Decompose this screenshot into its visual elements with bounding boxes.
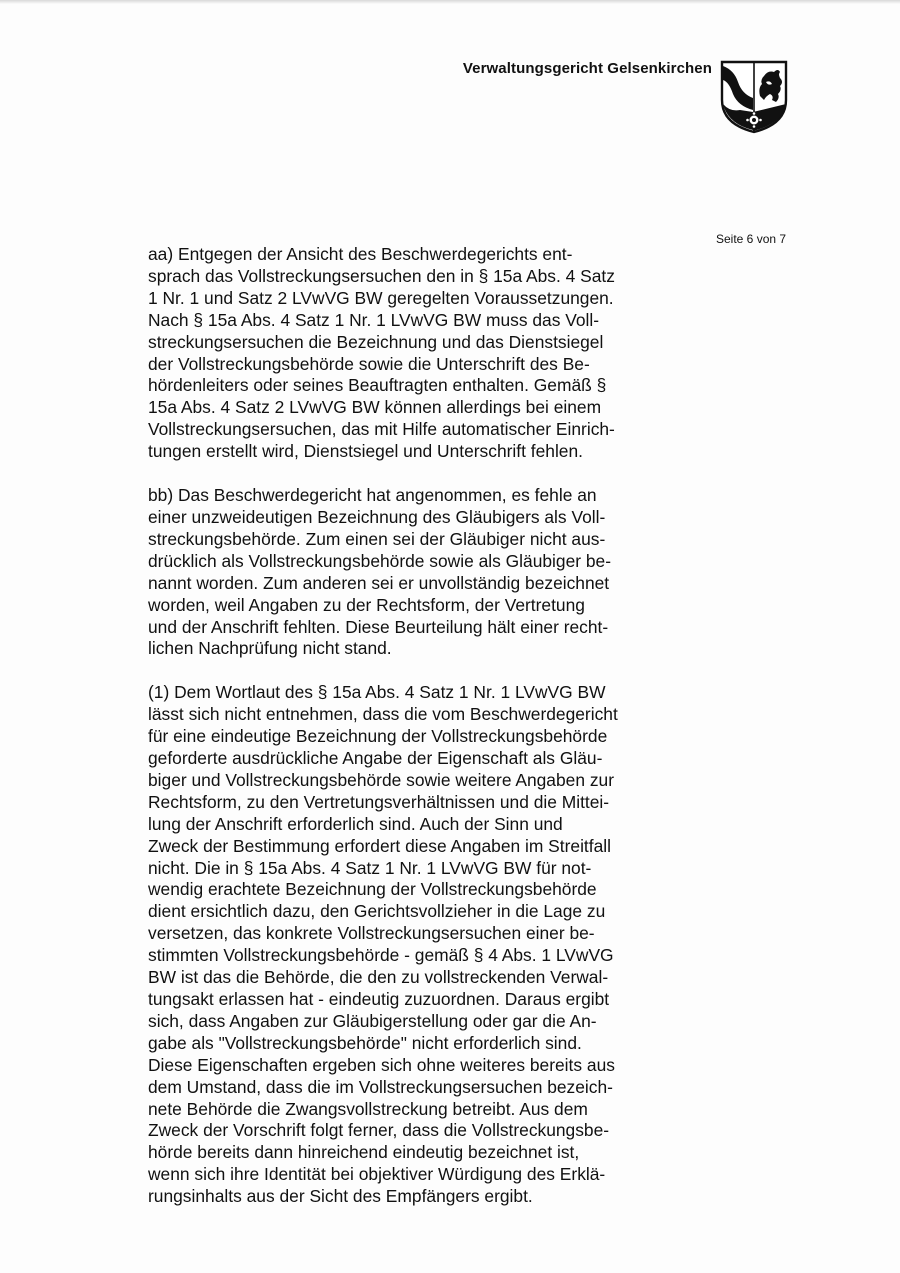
text-line: BW ist das die Behörde, die den zu vollstreckenden Verwal- — [148, 967, 609, 988]
text-line: biger und Vollstreckungsbehörde sowie weitere Angaben zur — [148, 769, 614, 790]
text-line: stimmten Vollstreckungsbehörde - gemäß § 4 Abs. 1 LVwVG — [148, 945, 614, 966]
scan-edge — [0, 0, 900, 4]
page-number: Seite 6 von 7 — [716, 232, 787, 246]
text-line: dient ersichtlich dazu, den Gerichtsvollzieher in die Lage zu — [148, 901, 606, 922]
text-line: sprach das Vollstreckungsersuchen den in § 15a Abs. 4 Satz — [148, 265, 615, 286]
text-line: nicht. Die in § 15a Abs. 4 Satz 1 Nr. 1 LVwVG BW für not- — [148, 857, 592, 878]
text-line: wendig erachtete Bezeichnung der Vollstreckungsbehörde — [148, 879, 597, 900]
text-line: versetzen, das konkrete Vollstreckungsersuchen einer be- — [148, 923, 595, 944]
text-line: Vollstreckungsersuchen, das mit Hilfe automatischer Einrich- — [148, 419, 615, 440]
text-line: drücklich als Vollstreckungsbehörde sowie als Gläubiger be- — [148, 550, 612, 571]
text-line: rungsinhalts aus der Sicht des Empfängers ergibt. — [148, 1186, 533, 1207]
text-line: hörde bereits dann hinreichend eindeutig bezeichnet ist, — [148, 1142, 580, 1163]
text-line: worden, weil Angaben zu der Rechtsform, der Vertretung — [148, 594, 585, 615]
text-line: tungsakt erlassen hat - eindeutig zuzuordnen. Daraus ergibt — [148, 989, 610, 1009]
text-line: Diese Eigenschaften ergeben sich ohne weiteres bereits aus — [148, 1054, 615, 1075]
text-line: nete Behörde die Zwangsvollstreckung betreibt. Aus dem — [148, 1098, 588, 1119]
text-line: dem Umstand, dass die im Vollstreckungsersuchen bezeich- — [148, 1076, 613, 1097]
text-line: 15a Abs. 4 Satz 2 LVwVG BW können allerdings bei einem — [148, 397, 602, 418]
text-line: hördenleiters oder seines Beauftragten enthalten. Gemäß § — [148, 375, 607, 396]
text-line: lung der Anschrift erforderlich sind. Auch der Sinn und — [148, 813, 563, 834]
document-body — [148, 244, 648, 1230]
text-line: Zweck der Vorschrift folgt ferner, dass die Vollstreckungsbe- — [148, 1120, 610, 1141]
text-line: sich, dass Angaben zur Gläubigerstellung oder gar die An- — [148, 1010, 597, 1031]
text-line: bb) Das Beschwerdegericht hat angenommen, es fehle an — [148, 485, 597, 506]
text-line: für eine eindeutige Bezeichnung der Vollstreckungsbehörde — [148, 726, 608, 747]
paragraph-bb — [148, 485, 648, 660]
text-line: und der Anschrift fehlten. Diese Beurteilung hält einer recht- — [148, 616, 609, 637]
nrw-coat-of-arms-icon — [720, 60, 788, 134]
paragraph-1 — [148, 682, 648, 1208]
text-line: (1) Dem Wortlaut des § 15a Abs. 4 Satz 1 Nr. 1 LVwVG BW — [148, 682, 606, 703]
text-line: streckungsbehörde. Zum einen sei der Gläubiger nicht aus- — [148, 528, 606, 549]
text-line: der Vollstreckungsbehörde sowie die Unterschrift des Be- — [148, 353, 590, 374]
text-line: einer unzweideutigen Bezeichnung des Gläubigers als Voll- — [148, 506, 606, 527]
text-line: wenn sich ihre Identität bei objektiver Würdigung des Erklä- — [148, 1164, 606, 1185]
text-line: Rechtsform, zu den Vertretungsverhältnissen und die Mittei- — [148, 791, 610, 812]
text-line: lichen Nachprüfung nicht stand. — [148, 638, 392, 659]
text-line: gabe als "Vollstreckungsbehörde" nicht erforderlich sind. — [148, 1032, 582, 1053]
paragraph-aa — [148, 244, 648, 463]
text-line: 1 Nr. 1 und Satz 2 LVwVG BW geregelten Voraussetzungen. — [148, 287, 614, 308]
text-line: streckungsersuchen die Bezeichnung und das Dienstsiegel — [148, 331, 604, 352]
text-line: geforderte ausdrückliche Angabe der Eigenschaft als Gläu- — [148, 748, 603, 769]
text-line: tungen erstellt wird, Dienstsiegel und Unterschrift fehlen. — [148, 441, 583, 462]
text-line: nannt worden. Zum anderen sei er unvollständig bezeichnet — [148, 572, 610, 593]
text-line: lässt sich nicht entnehmen, dass die vom Beschwerdegericht — [148, 704, 618, 725]
text-line: aa) Entgegen der Ansicht des Beschwerdegerichts ent- — [148, 244, 573, 264]
text-line: Zweck der Bestimmung erfordert diese Angaben im Streitfall — [148, 835, 611, 856]
text-line: Nach § 15a Abs. 4 Satz 1 Nr. 1 LVwVG BW muss das Voll- — [148, 309, 600, 330]
court-name: Verwaltungsgericht Gelsenkirchen — [462, 60, 712, 77]
